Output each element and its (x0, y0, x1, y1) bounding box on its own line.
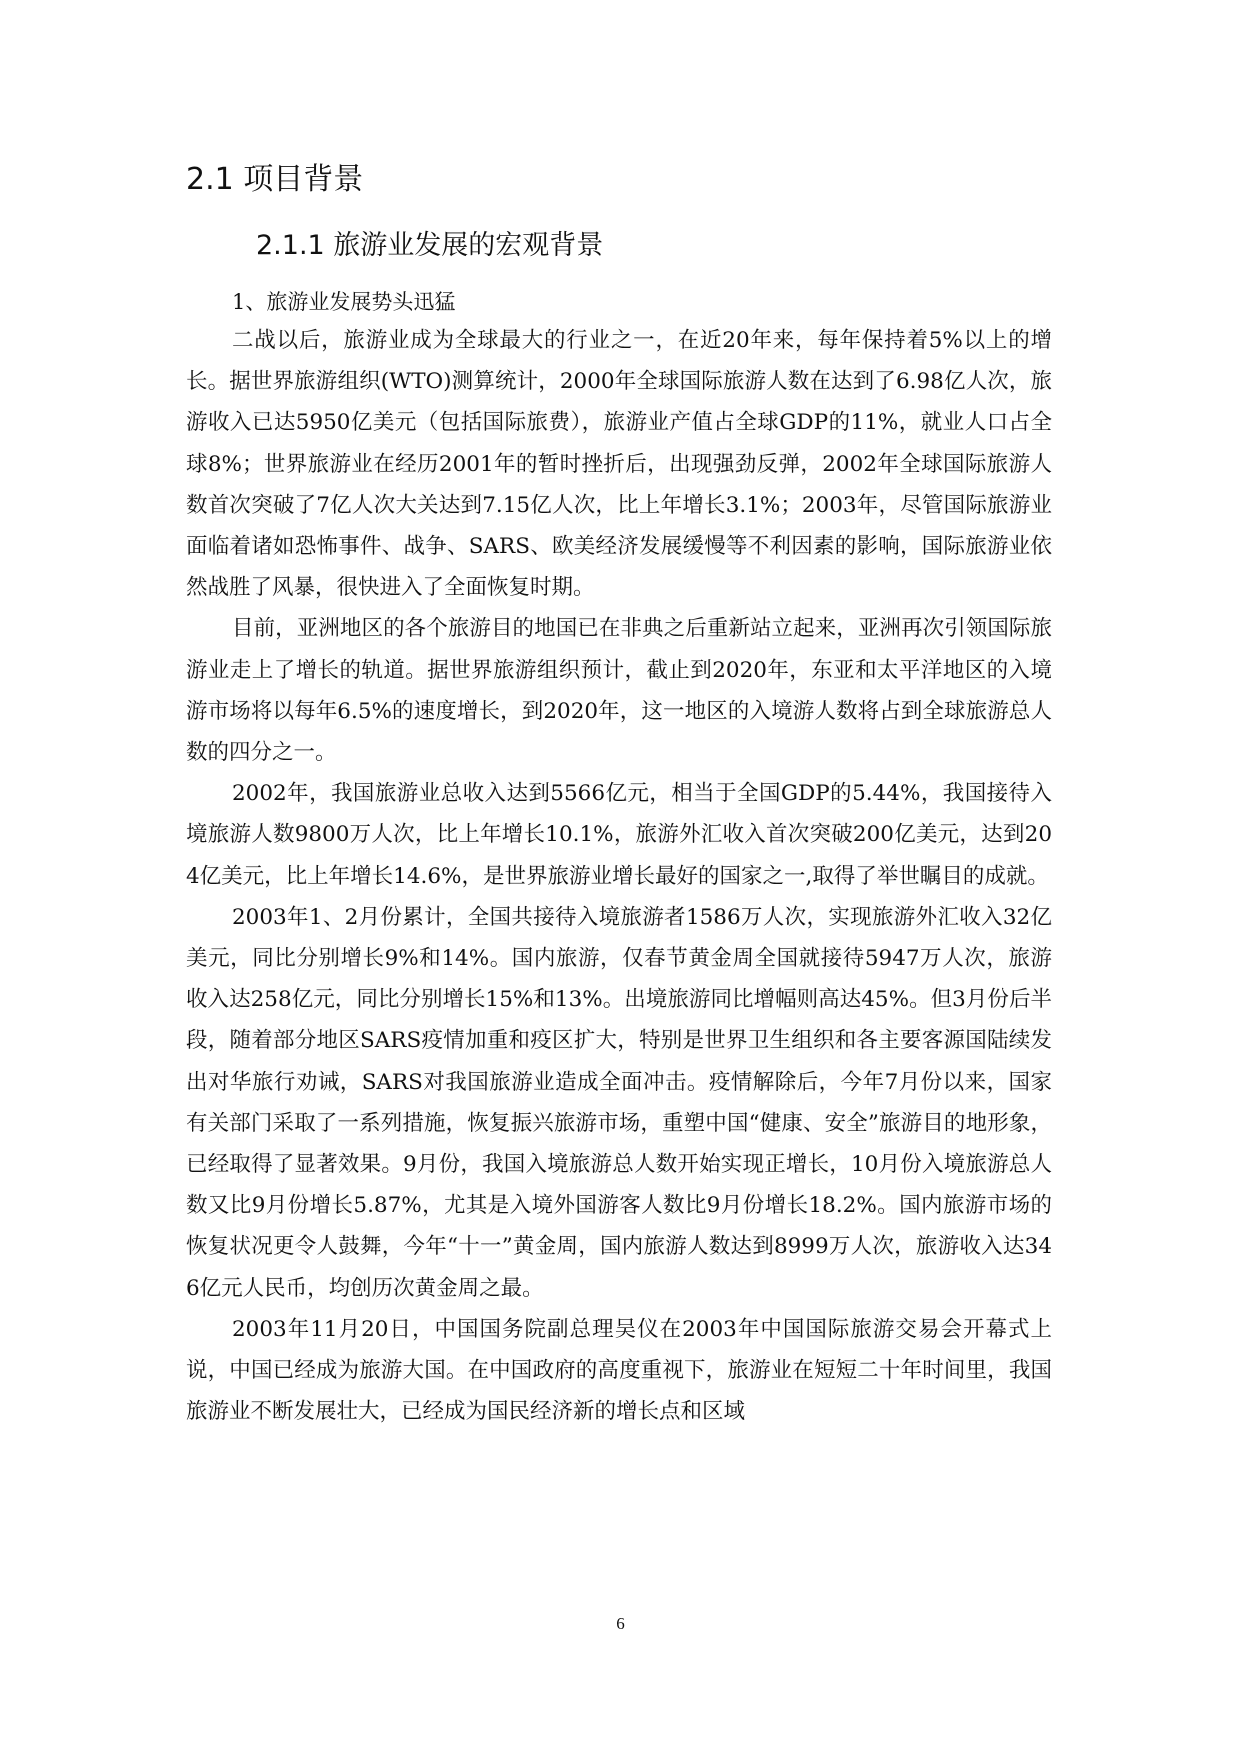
paragraph-1: 二战以后，旅游业成为全球最大的行业之一，在近20年来，每年保持着5%以上的增长。据世界旅游组织(WTO)测算统计，2000年全球国际旅游人数在达到了6.98亿人次，旅游收入已达5950亿美元（包括国际旅费），旅游业产值占全球GDP的11%，就业人口占全球8%；世界旅游业在经历2001年的暂时挫折后，出现强劲反弹，2002年全球国际旅游人数首次突破了7亿人次大关达到7.15亿人次，比上年增长3.1%；2003年，尽管国际旅游业面临着诸如恐怖事件、战争、SARS、欧美经济发展缓慢等不利因素的影响，国际旅游业依然战胜了风暴，很快进入了全面恢复时期。 (186, 328, 1052, 601)
body-text (186, 320, 1052, 1432)
paragraph-2: 目前，亚洲地区的各个旅游目的地国已在非典之后重新站立起来，亚洲再次引领国际旅游业走上了增长的轨道。据世界旅游组织预计，截止到2020年，东亚和太平洋地区的入境游市场将以每年6.5%的速度增长，到2020年，这一地区的入境游人数将占到全球旅游总人数的四分之一。 (186, 616, 1052, 766)
paragraph-4: 2003年1、2月份累计，全国共接待入境旅游者1586万人次，实现旅游外汇收入32亿美元，同比分别增长9%和14%。国内旅游，仅春节黄金周全国就接待5947万人次，旅游收入达258亿元，同比分别增长15%和13%。出境旅游同比增幅则高达45%。但3月份后半段，随着部分地区SARS疫情加重和疫区扩大，特别是世界卫生组织和各主要客源国陆续发出对华旅行劝诫，SARS对我国旅游业造成全面冲击。疫情解除后，今年7月份以来，国家有关部门采取了一系列措施，恢复振兴旅游市场，重塑中国“健康、安全”旅游目的地形象，已经取得了显著效果。9月份，我国入境旅游总人数开始实现正增长，10月份入境旅游总人数又比9月份增长5.87%，尤其是入境外国游客人数比9月份增长18.2%。国内旅游市场的恢复状况更令人鼓舞，今年“十一”黄金周，国内旅游人数达到8999万人次，旅游收入达346亿元人民币，均创历次黄金周之最。 (186, 904, 1052, 1301)
list-heading: 1、旅游业发展势头迅猛 (232, 290, 456, 314)
paragraph-3: 2002年，我国旅游业总收入达到5566亿元，相当于全国GDP的5.44%，我国接待入境旅游人数9800万人次，比上年增长10.1%，旅游外汇收入首次突破200亿美元，达到204亿美元，比上年增长14.6%，是世界旅游业增长最好的国家之一,取得了举世瞩目的成就。 (186, 781, 1052, 889)
subsection-heading: 2.1.1 旅游业发展的宏观背景 (256, 230, 604, 261)
section-heading: 2.1 项目背景 (186, 162, 364, 197)
paragraph-5: 2003年11月20日，中国国务院副总理吴仪在2003年中国国际旅游交易会开幕式上说，中国已经成为旅游大国。在中国政府的高度重视下，旅游业在短短二十年时间里，我国旅游业不断发展壮大，已经成为国民经济新的增长点和区域 (186, 1316, 1052, 1425)
page-number: 6 (616, 1614, 625, 1633)
